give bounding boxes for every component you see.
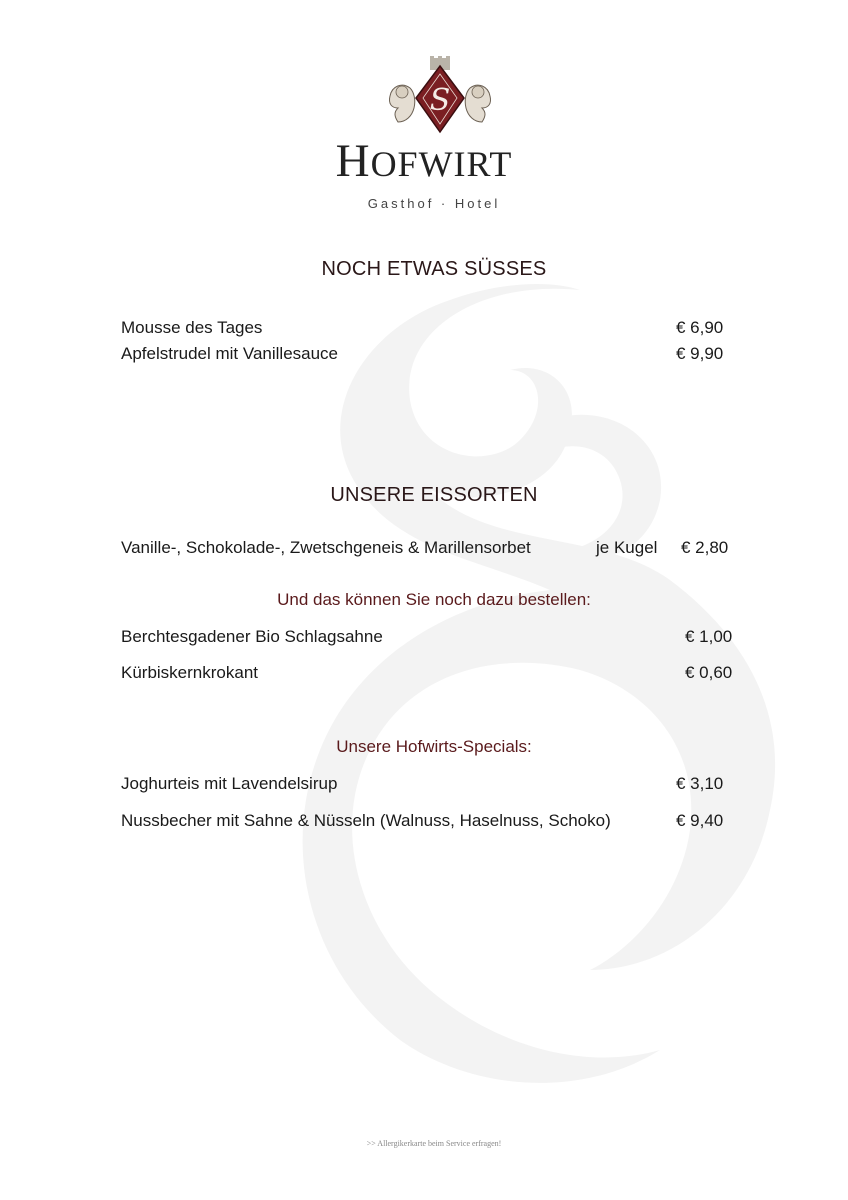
menu-item-name: Mousse des Tages	[121, 318, 263, 337]
menu-item-unit: je Kugel	[596, 538, 658, 557]
menu-item-price: € 0,60	[685, 663, 733, 682]
menu-item-price: € 2,80	[681, 538, 729, 557]
menu-item-price: € 1,00	[685, 627, 733, 646]
menu-item-name: Berchtesgadener Bio Schlagsahne	[121, 627, 383, 646]
extras-subheading: Und das können Sie noch dazu bestellen:	[277, 590, 591, 609]
section-title-sweets: NOCH ETWAS SÜSSES	[321, 258, 547, 280]
menu-item-name: Apfelstrudel mit Vanillesauce	[121, 344, 339, 363]
brand-tagline: Gasthof · Hotel	[367, 196, 501, 211]
menu-item-price: € 9,40	[676, 811, 724, 830]
specials-subheading: Unsere Hofwirts-Specials:	[336, 737, 532, 756]
brand-name: HOFWIRT	[335, 135, 513, 187]
section-title-ice: UNSERE EISSORTEN	[330, 484, 538, 506]
menu-item-price: € 6,90	[676, 318, 724, 337]
hofwirt-crest-logo	[384, 56, 496, 136]
menu-item-name: Nussbecher mit Sahne & Nüsseln (Walnuss, Haselnuss, Schoko)	[121, 811, 611, 830]
menu-item-price: € 3,10	[676, 774, 724, 793]
menu-item-price: € 9,90	[676, 344, 724, 363]
menu-item-name: Joghurteis mit Lavendelsirup	[121, 774, 338, 793]
svg-text:S: S	[429, 83, 451, 118]
menu-item-name: Kürbiskernkrokant	[121, 663, 259, 682]
menu-item-name: Vanille-, Schokolade-, Zwetschgeneis & Marillensorbet	[121, 538, 531, 557]
allergy-footer-note: >> Allergikerkarte beim Service erfragen!	[366, 1139, 502, 1148]
